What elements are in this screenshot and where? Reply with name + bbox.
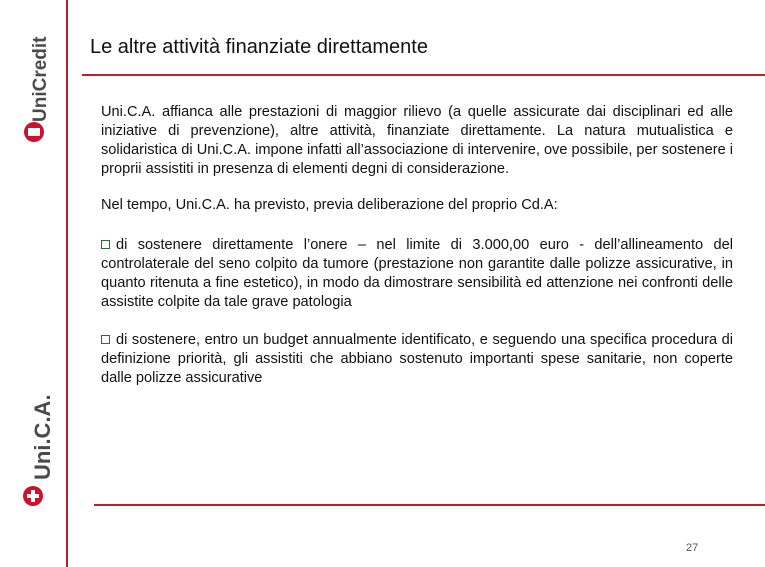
bullet-text: di sostenere direttamente l’onere – nel limite di 3.000,00 euro - dell’allineamento del controlaterale del seno colpito da tumore (prestazione non garantite dalle polizze assicurative, in quanto ritenuta a fine estetico), in modo da dimostrare sensibilità ed attenzione nei confronti delle assistite colpite da tale grave patologia — [101, 237, 733, 310]
page-number: 27 — [686, 542, 699, 554]
bullet-item — [101, 331, 733, 388]
slide-body — [101, 103, 733, 407]
footer-rule — [94, 504, 765, 506]
slide-title: Le altre attività finanziate direttamente — [90, 36, 428, 58]
checkbox-bullet-icon — [101, 240, 110, 249]
lead-paragraph: Nel tempo, Uni.C.A. ha previsto, previa deliberazione del proprio Cd.A: — [101, 197, 558, 213]
checkbox-bullet-icon — [101, 335, 110, 344]
unicredit-logo-text: UniCredit — [30, 36, 51, 122]
unica-logo — [0, 394, 60, 518]
bullet-item — [101, 236, 733, 312]
unicredit-logo — [0, 20, 60, 150]
left-vertical-rule — [66, 0, 68, 567]
title-underline-rule — [82, 74, 765, 76]
bullet-text: di sostenere, entro un budget annualmente identificato, e seguendo una specifica procedura di definizione priorità, gli assistiti che abbiano sostenuto importanti spese sanitarie, non coperte dalle polizze assicurative — [101, 332, 733, 386]
intro-paragraph: Uni.C.A. affianca alle prestazioni di maggior rilievo (a quelle assicurate dai disciplinari ed alle iniziative di prevenzione), altre attività, finanziate direttamente. La natura mutualistica e solidaristica di Uni.C.A. impone infatti all’associazione di intervenire, ove possibile, per sostenere i proprii assistiti in presenza di elementi degni di considerazione. — [101, 104, 733, 177]
unica-logo-text: Uni.C.A. — [30, 394, 55, 480]
